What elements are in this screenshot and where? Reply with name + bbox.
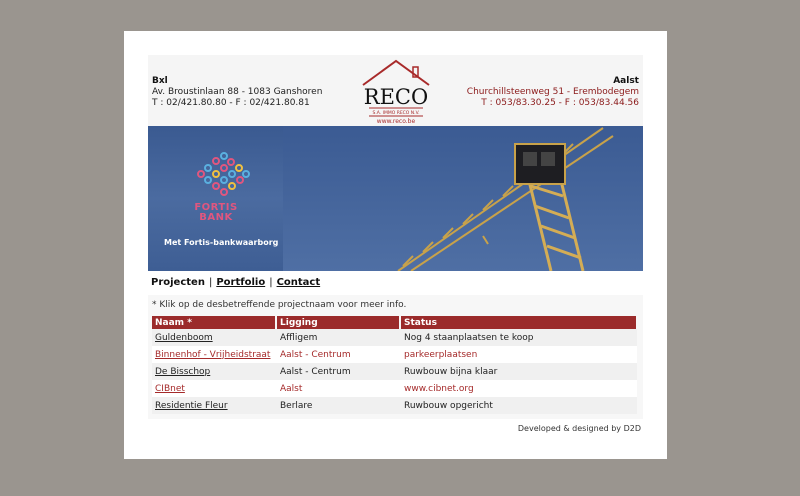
location-cell: Affligem [276, 329, 400, 346]
nav-separator: | [208, 277, 213, 288]
bank-name-line1: FORTIS [194, 202, 238, 213]
project-name-cell[interactable] [152, 380, 276, 397]
fortis-bank-wordmark [192, 203, 240, 223]
nav-contact[interactable]: Contact [276, 277, 321, 288]
project-name-cell[interactable] [152, 346, 276, 363]
bank-guarantee-tagline: Met Fortis-bankwaarborg [164, 238, 279, 247]
column-header-location: Ligging [276, 316, 400, 329]
location-cell: Aalst [276, 380, 400, 397]
table-header-row [152, 316, 637, 329]
main-nav [151, 277, 320, 288]
nav-separator: | [269, 277, 273, 288]
column-header-status: Status [400, 316, 637, 329]
city-label: Bxl [152, 76, 168, 86]
nav-portfolio[interactable]: Portfolio [216, 277, 266, 288]
project-name-link[interactable]: De Bisschop [155, 366, 211, 377]
status-cell: www.cibnet.org [400, 380, 637, 397]
logo-subtitle: S.A. IMMO RECO N.V. [372, 111, 420, 116]
phone-fax: T : 053/83.30.25 - F : 053/83.44.56 [481, 98, 639, 108]
project-name-link[interactable]: Residentie Fleur [155, 400, 228, 411]
info-hint: * Klik op de desbetreffende projectnaam voor meer info. [152, 300, 407, 310]
city-label: Aalst [613, 76, 639, 86]
project-name-link[interactable]: Guldenboom [155, 332, 213, 343]
header [148, 55, 643, 126]
logo-url: www.reco.be [376, 118, 416, 125]
table-row [152, 363, 637, 380]
logo-name: RECO [363, 85, 429, 109]
project-name-link[interactable]: CIBnet [155, 383, 185, 394]
street-address: Av. Broustinlaan 88 - 1083 Ganshoren [152, 87, 323, 97]
project-name-link[interactable]: Binnenhof - Vrijheidstraat [155, 349, 271, 360]
phone-fax: T : 02/421.80.80 - F : 02/421.80.81 [152, 98, 310, 108]
banner [148, 126, 643, 271]
address-aalst [467, 76, 639, 109]
location-cell: Aalst - Centrum [276, 363, 400, 380]
table-row [152, 346, 637, 363]
status-cell: Ruwbouw bijna klaar [400, 363, 637, 380]
reco-logo[interactable] [361, 59, 431, 125]
status-cell: Nog 4 staanplaatsen te koop [400, 329, 637, 346]
address-brussels [152, 76, 322, 109]
status-cell: parkeerplaatsen [400, 346, 637, 363]
bank-name-line2: BANK [199, 212, 233, 223]
location-cell: Berlare [276, 397, 400, 414]
crane-image [283, 126, 643, 271]
projects-table [152, 316, 638, 414]
project-name-cell[interactable] [152, 397, 276, 414]
project-name-cell[interactable] [152, 329, 276, 346]
column-header-name[interactable]: Naam * [152, 316, 276, 329]
status-cell: Ruwbouw opgericht [400, 397, 637, 414]
footer-credit: Developed & designed by D2D [517, 424, 641, 433]
fortis-logo-icon [186, 146, 286, 206]
project-name-cell[interactable] [152, 363, 276, 380]
location-cell: Aalst - Centrum [276, 346, 400, 363]
house-roof-icon [361, 59, 431, 125]
table-row [152, 380, 637, 397]
street-address: Churchillsteenweg 51 - Erembodegem [466, 87, 639, 97]
nav-projecten[interactable]: Projecten [151, 277, 205, 288]
page-container [124, 31, 667, 459]
projects-panel [148, 295, 643, 419]
table-row [152, 397, 637, 414]
table-row [152, 329, 637, 346]
